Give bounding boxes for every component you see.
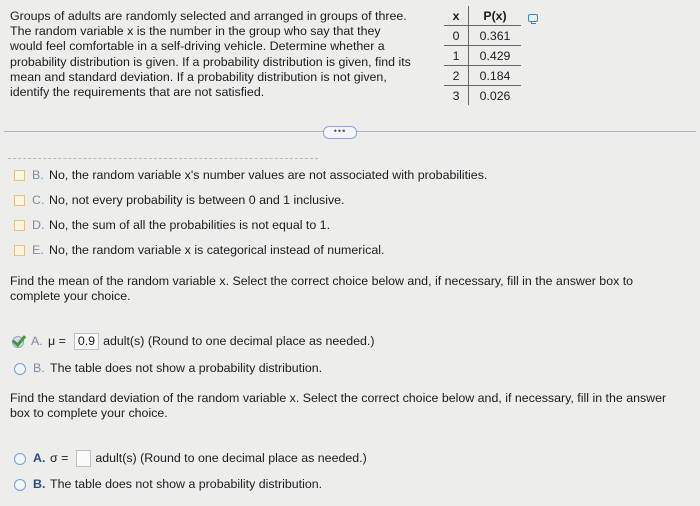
std-dev-answer-box[interactable] <box>76 450 91 467</box>
cropped-text-line <box>8 152 318 159</box>
checkbox-icon[interactable] <box>14 245 25 256</box>
table-row <box>444 26 521 46</box>
table-cell-x: 1 <box>444 46 469 66</box>
table-cell-p: 0.026 <box>469 86 522 106</box>
option-letter: C. <box>32 193 45 207</box>
more-button[interactable]: ••• <box>323 126 357 139</box>
checkbox-icon[interactable] <box>14 195 25 206</box>
table-row <box>444 66 521 86</box>
option-text: No, the sum of all the probabilities is not equal to 1. <box>49 218 331 232</box>
option-text: adult(s) (Round to one decimal place as needed.) <box>95 451 367 465</box>
checkbox-icon[interactable] <box>14 220 25 231</box>
mean-option-b-row[interactable] <box>14 361 322 376</box>
option-text: The table does not show a probability distribution. <box>50 477 323 491</box>
option-text: No, the random variable x is categorical instead of numerical. <box>49 243 385 257</box>
option-letter: A. <box>31 334 43 348</box>
std-dev-question: Find the standard deviation of the random variable x. Select the correct choice below and, if necessary, fill in the answer box to complete your choice. <box>10 391 667 421</box>
mean-option-a-row[interactable] <box>12 333 374 350</box>
mean-question: Find the mean of the random variable x. Select the correct choice below and, if necessary, fill in the answer box to complete your choice. <box>10 274 634 304</box>
table-row <box>444 46 521 66</box>
option-letter: B. <box>33 361 45 375</box>
option-letter: E. <box>32 243 44 257</box>
table-header-x: x <box>444 6 469 26</box>
table-cell-p: 0.361 <box>469 26 522 46</box>
table-cell-x: 0 <box>444 26 469 46</box>
table-header-px: P(x) <box>483 8 507 23</box>
table-cell-x: 2 <box>444 66 469 86</box>
sigma-symbol: σ = <box>50 451 69 465</box>
option-b-checkbox-row[interactable] <box>14 168 487 183</box>
option-text: The table does not show a probability distribution. <box>50 361 323 375</box>
std-option-b-row[interactable] <box>14 477 322 492</box>
table-cell-x: 3 <box>444 86 469 106</box>
option-d-checkbox-row[interactable] <box>14 218 330 233</box>
problem-statement: Groups of adults are randomly selected and arranged in groups of three. The random variable x is the number in the group who say that they would feel comfortable in a self-driving vehicle. Determine whether a probability distribution is given. If a probability distribution is given, find its mean and standard deviation. If a probability distribution is not given, identify the requirements that are not satisfied. <box>10 9 411 100</box>
option-text: No, the random variable x's number values are not associated with probabilities. <box>49 168 488 182</box>
selected-radio-check-icon[interactable] <box>12 336 27 348</box>
option-letter: B. <box>32 168 44 182</box>
probability-table <box>444 6 521 105</box>
table-cell-p: 0.429 <box>469 46 522 66</box>
mu-symbol: μ = <box>48 334 66 348</box>
copy-icon[interactable] <box>528 14 538 22</box>
radio-icon[interactable] <box>14 453 26 465</box>
option-text: adult(s) (Round to one decimal place as needed.) <box>103 334 375 348</box>
mean-answer-box[interactable]: 0.9 <box>74 333 99 350</box>
option-letter: A. <box>33 451 46 465</box>
radio-icon[interactable] <box>14 479 26 491</box>
option-e-checkbox-row[interactable] <box>14 243 384 258</box>
table-row <box>444 86 521 106</box>
std-option-a-row[interactable] <box>14 450 367 467</box>
radio-icon[interactable] <box>14 363 26 375</box>
checkbox-icon[interactable] <box>14 170 25 181</box>
table-cell-p: 0.184 <box>469 66 522 86</box>
option-text: No, not every probability is between 0 and 1 inclusive. <box>49 193 345 207</box>
option-letter: D. <box>32 218 45 232</box>
option-letter: B. <box>33 477 46 491</box>
option-c-checkbox-row[interactable] <box>14 193 344 208</box>
